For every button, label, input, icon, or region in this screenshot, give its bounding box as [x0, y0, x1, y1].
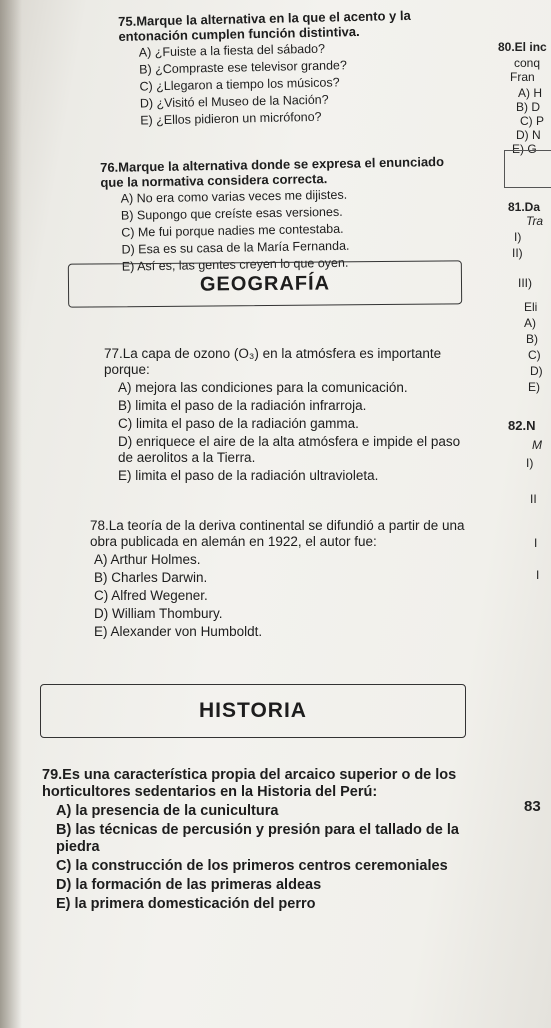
right-col-text: B) D — [516, 100, 540, 114]
right-col-text: Eli — [524, 300, 538, 314]
q75-option-e[interactable]: E) ¿Ellos pidieron un micrófono? — [140, 109, 322, 128]
right-col-text: I) — [514, 230, 522, 244]
q77-option-a[interactable]: A) mejora las condiciones para la comunicación. — [118, 380, 408, 395]
section-title-geografia — [68, 260, 462, 307]
q78-option-e[interactable]: E) Alexander von Humboldt. — [94, 624, 263, 639]
q76-option-a[interactable]: A) No era como varias veces me dijistes. — [120, 187, 348, 206]
q79-option-a[interactable]: A) la presencia de la cunicultura — [56, 803, 279, 819]
question-75 — [118, 7, 465, 129]
right-col-q83: 83 — [524, 798, 541, 815]
q78-option-d[interactable]: D) William Thombury. — [94, 606, 223, 621]
q77-option-b[interactable]: B) limita el paso de la radiación infrarroja. — [118, 398, 367, 413]
q77-option-c[interactable]: C) limita el paso de la radiación gamma. — [118, 416, 359, 431]
right-col-text: D) N — [516, 128, 541, 142]
right-col-text: E) — [528, 380, 540, 394]
question-79-stem: 79.Es una característica propia del arcaico superior o de los horticultores sedentarios en la Historia del Perú: — [42, 767, 457, 800]
question-78-stem: 78.La teoría de la deriva continental se difundió a partir de una obra publicada en alemán en 1922, el autor fue: — [90, 518, 465, 549]
right-col-q81: 81.Da — [508, 200, 541, 214]
q79-option-e[interactable]: E) la primera domesticación del perro — [56, 896, 316, 912]
right-col-text: A) — [524, 316, 536, 330]
q78-option-a[interactable]: A) Arthur Holmes. — [94, 552, 201, 567]
question-77 — [104, 346, 464, 484]
q77-option-e[interactable]: E) limita el paso de la radiación ultravioleta. — [118, 468, 379, 483]
right-col-text: I — [536, 568, 540, 582]
right-col-text: Fran — [510, 70, 535, 84]
page-shadow — [0, 0, 22, 1028]
right-col-text: B) — [526, 332, 538, 346]
right-col-text: E) G — [512, 142, 537, 156]
right-col-q80: 80.El inc — [498, 40, 547, 54]
right-col-text: Tra — [526, 214, 544, 228]
right-col-text: C) — [528, 348, 541, 362]
right-col-text: M — [532, 438, 542, 452]
right-col-box — [504, 150, 551, 188]
question-78 — [90, 518, 470, 640]
q76-option-b[interactable]: B) Supongo que creíste esas versiones. — [120, 204, 343, 223]
question-79 — [42, 767, 474, 913]
question-77-stem: 77.La capa de ozono (O₃) en la atmósfera es importante porque: — [104, 346, 442, 377]
right-col-text: C) P — [520, 114, 544, 128]
right-col-text: I — [534, 536, 538, 550]
right-col-text: I) — [526, 456, 534, 470]
question-76-stem: 76.Marque la alternativa donde se expresa el enunciado que la normativa considera correcta. — [100, 153, 445, 190]
q79-option-c[interactable]: C) la construcción de los primeros centros ceremoniales — [56, 858, 448, 874]
right-col-text: D) — [530, 364, 543, 378]
q76-option-c[interactable]: C) Me fui porque nadies me contestaba. — [121, 221, 344, 240]
q76-option-d[interactable]: D) Esa es su casa de la María Fernanda. — [121, 238, 350, 257]
q78-option-b[interactable]: B) Charles Darwin. — [94, 570, 208, 585]
right-col-q82: 82.N — [508, 418, 536, 433]
q78-option-c[interactable]: C) Alfred Wegener. — [94, 588, 208, 603]
question-76 — [100, 154, 462, 275]
q75-option-d[interactable]: D) ¿Visitó el Museo de la Nación? — [139, 92, 329, 111]
q75-option-c[interactable]: C) ¿Llegaron a tiempo los músicos? — [139, 75, 340, 94]
right-col-text: II — [530, 492, 537, 506]
section-title-geografia-label: GEOGRAFÍA — [199, 271, 331, 296]
right-col-text: A) H — [518, 86, 542, 100]
q76-option-e[interactable]: E) Así es, las gentes creyen lo que oyen. — [121, 255, 349, 274]
q79-option-b[interactable]: B) las técnicas de percusión y presión para el tallado de la piedra — [56, 822, 459, 855]
q79-option-d[interactable]: D) la formación de las primeras aldeas — [56, 877, 322, 893]
right-col-text: III) — [518, 276, 532, 290]
section-title-historia-label: HISTORIA — [199, 699, 307, 722]
q77-option-d[interactable]: D) enriquece el aire de la alta atmósfera e impide el paso de aerolitos a la Tierra. — [118, 434, 461, 465]
right-col-text: conq — [514, 56, 541, 70]
q75-option-b[interactable]: B) ¿Compraste ese televisor grande? — [139, 58, 348, 77]
question-75-stem: 75.Marque la alternativa en la que el acento y la entonación cumplen función distintiva. — [118, 7, 411, 44]
q75-option-a[interactable]: A) ¿Fuiste a la fiesta del sábado? — [138, 41, 326, 60]
right-col-text: II) — [512, 246, 523, 260]
section-title-historia — [40, 684, 466, 738]
